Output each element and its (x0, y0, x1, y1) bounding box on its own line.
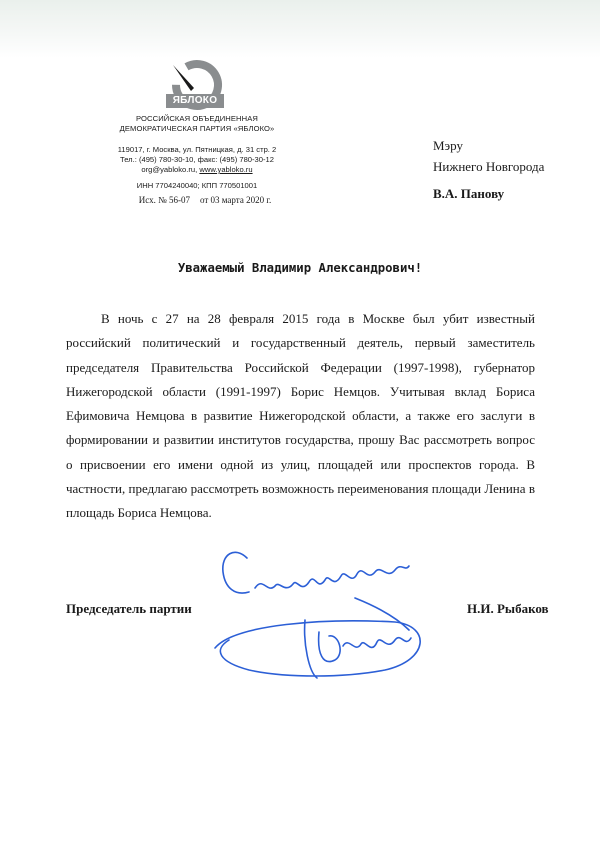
signature-name-stroke (305, 620, 411, 678)
party-name-line2: ДЕМОКРАТИЧЕСКАЯ ПАРТИЯ «ЯБЛОКО» (119, 124, 275, 133)
signature-greeting-stroke (255, 566, 409, 588)
scan-top-band (0, 0, 600, 58)
addressee-line2: Нижнего Новгорода (433, 159, 545, 174)
website-link[interactable]: www.yabloko.ru (199, 165, 253, 174)
tax-ids: ИНН 7704240040; КПП 770501001 (136, 181, 258, 190)
email-text: org@yabloko.ru, (141, 165, 200, 174)
outgoing-reference (120, 195, 290, 206)
signature-tail-stroke (355, 598, 409, 630)
salutation: Уважаемый Владимир Александрович! (177, 261, 423, 275)
addressee-line1: Мэру (433, 138, 463, 153)
phone-line: Тел.: (495) 780-30-10, факс: (495) 780-30-12 (120, 155, 274, 164)
contact-block (112, 145, 282, 175)
outgoing-number: Исх. № 56-07 (138, 195, 190, 205)
addressee-name: В.А. Панову (433, 186, 505, 201)
signatory-name: Н.И. Рыбаков (467, 601, 549, 616)
letter-body: В ночь с 27 на 28 февраля 2015 года в Москве был убит известный российский политический и государственный деятель, первый заместитель председателя Правительства Российской Федерации (1997-1998), губернатор Нижегородской области (1991-1997) Борис Немцов. Учитывая вклад Бориса Ефимовича Немцова в развитие Нижегородской области, а также его заслуги в формировании и развитии институтов государства, прошу Вас рассмотреть вопрос о присвоении его имени одной из улиц, площадей или проспектов города. В частности, предлагаю рассмотреть возможность переименования площади Ленина в площадь Бориса Немцова. (66, 311, 535, 521)
signature-c-stroke (223, 552, 249, 593)
address-line: 119017, г. Москва, ул. Пятницкая, д. 31 стр. 2 (117, 145, 277, 154)
email-web-line (112, 165, 282, 175)
outgoing-date: от 03 марта 2020 г. (199, 195, 272, 205)
party-name-line1: РОССИЙСКАЯ ОБЪЕДИНЕННАЯ (136, 114, 258, 123)
addressee-block (433, 135, 544, 177)
handwritten-signature (205, 536, 445, 701)
logo-wordmark: ЯБЛОКО (166, 94, 224, 108)
signatory-position: Председатель партии (66, 601, 192, 616)
party-name (112, 114, 282, 134)
signature-loop-stroke (215, 621, 420, 676)
